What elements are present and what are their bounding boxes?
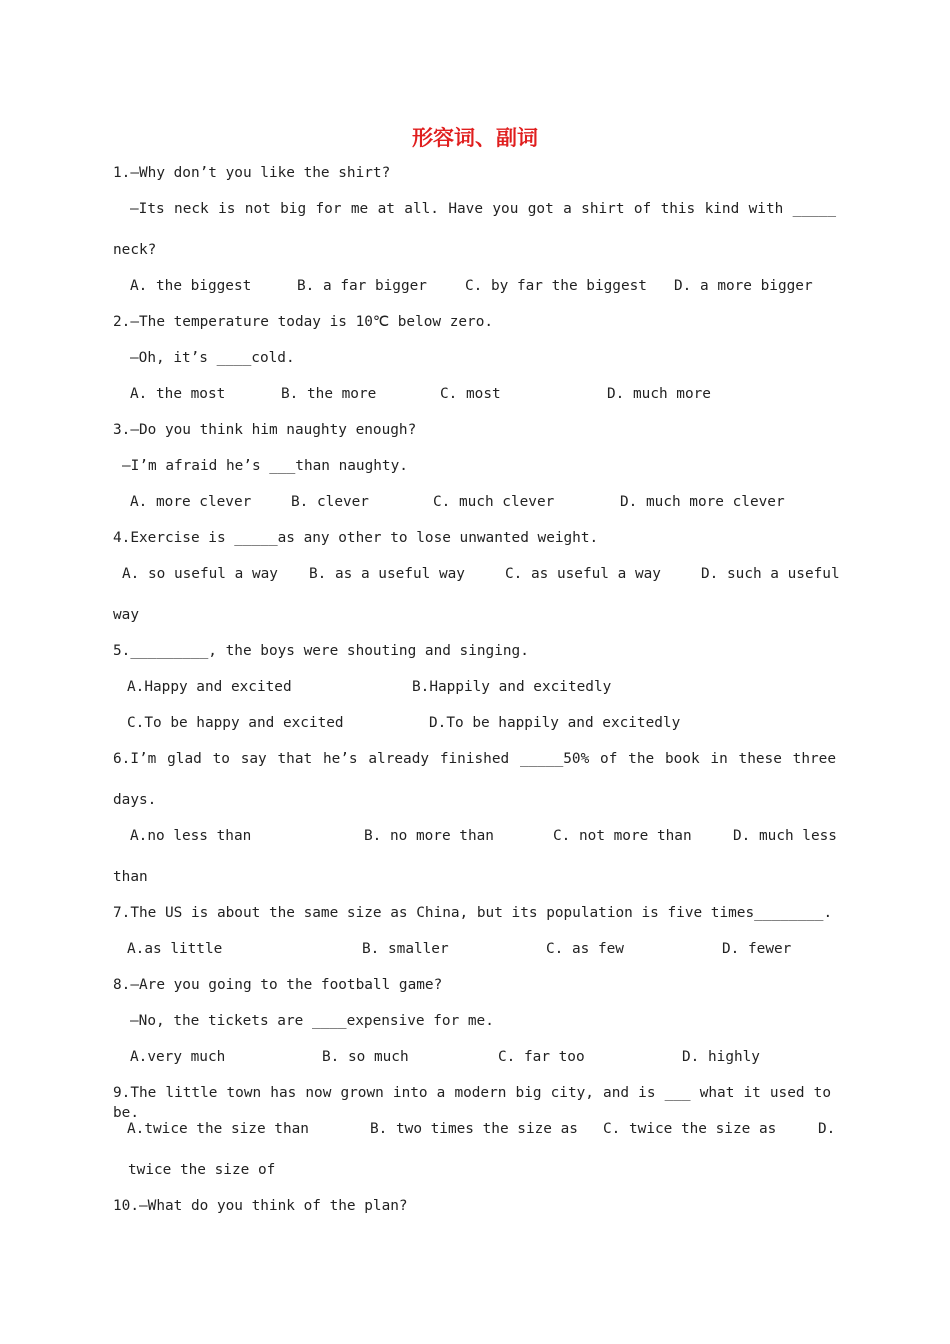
question-4-option-a: A. so useful a way: [122, 566, 278, 582]
question-8-option-a: A.very much: [130, 1049, 226, 1065]
question-2-option-a: A. the most: [130, 386, 226, 402]
question-10-stem: 10.—What do you think of the plan?: [113, 1198, 408, 1214]
question-7-stem: 7.The US is about the same size as China, but its population is five times________.: [113, 905, 833, 921]
question-3-option-a: A. more clever: [130, 494, 252, 510]
question-4-number: 4.: [113, 530, 131, 546]
question-8-option-d: D. highly: [682, 1049, 760, 1065]
question-6-option-b: B. no more than: [364, 828, 494, 844]
question-1-option-c: C. by far the biggest: [465, 278, 647, 294]
question-1-stem: 1.—Why don’t you like the shirt?: [113, 165, 391, 181]
question-9-option-c: C. twice the size as: [603, 1121, 777, 1137]
question-10-number: 10.: [113, 1198, 139, 1214]
question-8-reply: —No, the tickets are ____expensive for me.: [130, 1013, 494, 1029]
question-1-option-b: B. a far bigger: [297, 278, 427, 294]
question-3-stem: 3.—Do you think him naughty enough?: [113, 422, 417, 438]
question-8-number: 8.: [113, 977, 131, 993]
question-6-stem-cont: days.: [113, 792, 157, 808]
question-9-option-b: B. two times the size as: [370, 1121, 578, 1137]
question-2-option-d: D. much more: [607, 386, 711, 402]
question-2-stem: 2.—The temperature today is 10℃ below zero.: [113, 314, 494, 330]
question-9-number: 9.: [113, 1085, 131, 1101]
question-8-option-c: C. far too: [498, 1049, 585, 1065]
question-3-option-b: B. clever: [291, 494, 369, 510]
question-4-option-c: C. as useful a way: [505, 566, 661, 582]
question-6-number: 6.: [113, 751, 131, 767]
question-6-option-c: C. not more than: [553, 828, 692, 844]
question-2-reply: —Oh, it’s ____cold.: [130, 350, 295, 366]
question-3-option-d: D. much more clever: [620, 494, 785, 510]
question-8-option-b: B. so much: [322, 1049, 409, 1065]
question-2-option-b: B. the more: [281, 386, 377, 402]
question-5-option-a: A.Happy and excited: [127, 679, 292, 695]
question-3-option-c: C. much clever: [433, 494, 555, 510]
question-3-reply: —I’m afraid he’s ___than naughty.: [122, 458, 408, 474]
question-6-option-d-cont: than: [113, 869, 148, 885]
question-3-number: 3.: [113, 422, 131, 438]
question-8-stem: 8.—Are you going to the football game?: [113, 977, 443, 993]
question-5-option-b: B.Happily and excitedly: [412, 679, 612, 695]
question-9-option-a: A.twice the size than: [127, 1121, 309, 1137]
question-5-stem: 5._________, the boys were shouting and singing.: [113, 643, 529, 659]
question-9-option-d: D.: [818, 1121, 836, 1137]
question-1-option-d: D. a more bigger: [674, 278, 813, 294]
question-7-option-a: A.as little: [127, 941, 223, 957]
question-4-option-d-cont: way: [113, 607, 139, 623]
page-title: 形容词、副词: [412, 126, 538, 150]
question-7-number: 7.: [113, 905, 131, 921]
question-5-number: 5.: [113, 643, 131, 659]
question-5-option-d: D.To be happily and excitedly: [429, 715, 681, 731]
question-6-stem: 6.I’m glad to say that he’s already finished _____50% of the book in these three: [113, 751, 836, 767]
question-7-option-b: B. smaller: [362, 941, 449, 957]
question-7-option-d: D. fewer: [722, 941, 792, 957]
question-5-option-c: C.To be happy and excited: [127, 715, 344, 731]
question-9-stem: 9.The little town has now grown into a modern big city, and is ___ what it used to be.: [113, 1085, 831, 1121]
question-4-option-b: B. as a useful way: [309, 566, 465, 582]
question-6-option-a: A.no less than: [130, 828, 252, 844]
question-1-option-a: A. the biggest: [130, 278, 252, 294]
question-6-option-d: D. much less: [733, 828, 837, 844]
question-1-number: 1.: [113, 165, 131, 181]
question-9-option-d-cont: twice the size of: [128, 1162, 276, 1178]
question-1-reply: —Its neck is not big for me at all. Have you got a shirt of this kind with _____: [130, 201, 836, 217]
question-7-option-c: C. as few: [546, 941, 624, 957]
question-4-stem: 4.Exercise is _____as any other to lose unwanted weight.: [113, 530, 599, 546]
question-1-reply-cont: neck?: [113, 242, 157, 258]
question-2-number: 2.: [113, 314, 131, 330]
question-2-option-c: C. most: [440, 386, 501, 402]
question-4-option-d: D. such a useful: [701, 566, 840, 582]
